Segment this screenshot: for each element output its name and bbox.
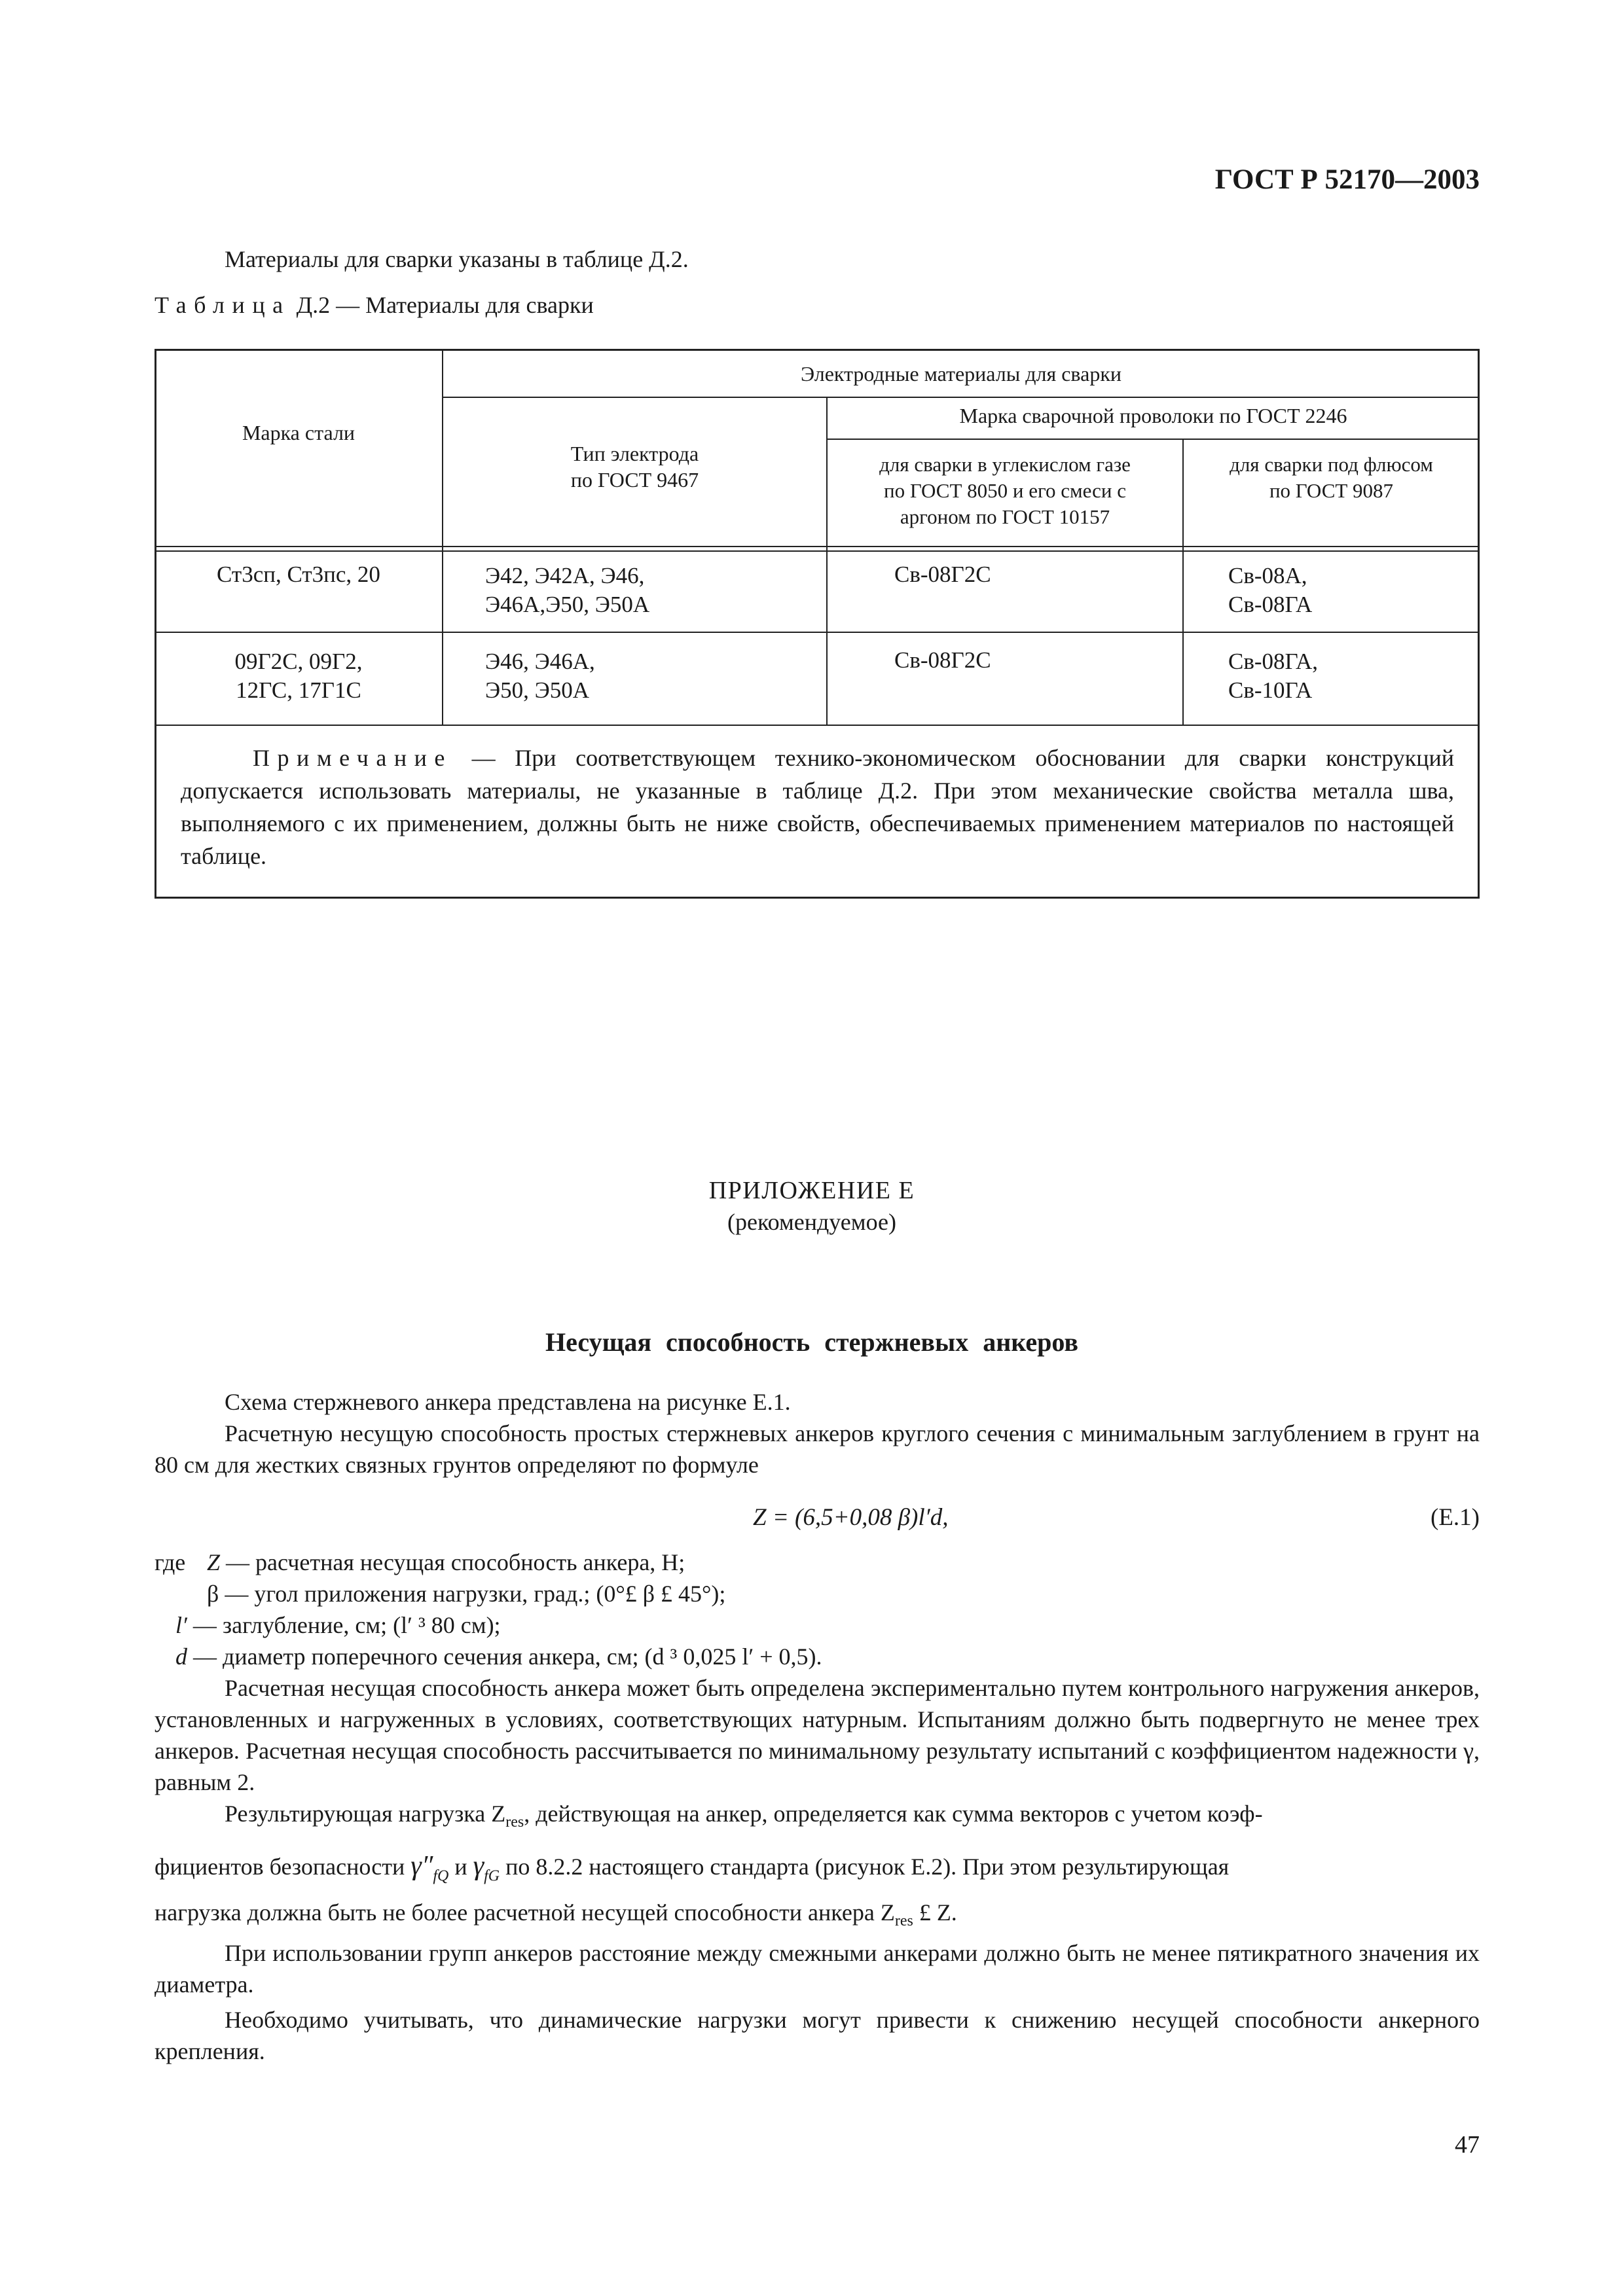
p4-d-end: £ Z. <box>913 1899 957 1926</box>
row1-flux-l1: Св-08А, <box>1228 563 1307 588</box>
table-note-word: Примечание <box>253 745 452 771</box>
p4-sub: res <box>505 1814 524 1831</box>
header-co2-l2: по ГОСТ 8050 и его смеси с <box>884 479 1126 502</box>
gamma-fq: $\gamma''_{fQ}$ <box>410 1851 449 1885</box>
page-number: 47 <box>1455 2131 1480 2159</box>
formula-number: (Е.1) <box>1431 1504 1480 1531</box>
where-item-1-text: — расчетная несущая способность анкера, Н; <box>226 1549 685 1575</box>
row1-steel: Ст3сп, Ст3пс, 20 <box>217 562 380 587</box>
where-item-2-sym: β <box>207 1581 219 1607</box>
paragraph-2: Расчетную несущую способность простых стержневых анкеров круглого сечения с минимальным заглублением в грунт на 80 см для жестких связных грунтов определяют по формуле <box>155 1420 1480 1478</box>
paragraph-3: Расчетная несущая способность анкера может быть определена экспериментально путем контрольного нагружения анкеров, установленных и нагруженных в условиях, соответствующих натурным. Испытаниям должно быть подвергнуто не менее трех анкеров. Расчетная несущая способность рассчитывается по минимальному результату испытаний с коэффициентом надежности γ, равным 2. <box>155 1675 1480 1795</box>
header-steel-grade: Марка стали <box>242 421 356 444</box>
p4-c2: по 8.2.2 настоящего стандарта (рисунок Е.2). При этом результирующая <box>505 1854 1230 1880</box>
row2-co2: Св-08Г2С <box>894 647 991 673</box>
header-co2-l3: аргоном по ГОСТ 10157 <box>900 505 1110 528</box>
where-item-4 <box>175 1641 822 1672</box>
where-item-2-text: — угол приложения нагрузки, град.; (0°£ β £ 45°); <box>225 1581 726 1607</box>
header-flux-l1: для сварки под флюсом <box>1230 453 1433 476</box>
section-title: Несущая способность стержневых анкеров <box>545 1327 1078 1357</box>
where-item-2 <box>207 1578 725 1609</box>
p4-and: и <box>454 1854 467 1880</box>
gamma-fg: $\gamma_{fG}$ <box>473 1851 500 1885</box>
row2-flux-l2: Св-10ГА <box>1228 677 1313 703</box>
row2-steel-l1: 09Г2С, 09Г2, <box>234 649 363 674</box>
header-flux <box>1183 452 1480 504</box>
paragraph-4-line-3 <box>155 1897 957 1937</box>
row1-electrode <box>485 562 826 619</box>
header-co2 <box>827 452 1183 530</box>
table-note-text: — При соответствующем технико-экономическом обосновании для сварки конструкций допускается использовать материалы, не указанные в таблице Д.2. При этом механические свойства металла шва, выполняемого с их применением, должны быть не ниже свойств, обеспечиваемых применением материалов по настоящей таблице. <box>181 745 1454 869</box>
paragraph-6: Необходимо учитывать, что динамические нагрузки могут привести к снижению несущей способности анкерного крепления. <box>155 2007 1480 2064</box>
row1-electrode-l2: Э46А,Э50, Э50А <box>485 592 650 617</box>
row1-flux <box>1228 562 1470 619</box>
table-caption-word: Таблица <box>155 292 291 318</box>
p4-b: , действующая на анкер, определяется как сумма векторов с учетом коэф- <box>524 1801 1263 1827</box>
table-caption <box>155 289 594 321</box>
row2-flux-l1: Св-08ГА, <box>1228 649 1318 674</box>
p4-c1: фициентов безопасности <box>155 1854 405 1880</box>
row2-steel-l2: 12ГС, 17Г1С <box>236 677 361 703</box>
intro-line: Материалы для сварки указаны в таблице Д.2. <box>225 246 689 272</box>
appendix-title: ПРИЛОЖЕНИЕ Е <box>708 1177 915 1204</box>
where-item-1 <box>207 1547 685 1578</box>
where-item-4-text: — диаметр поперечного сечения анкера, см; (d ³ 0,025 l′ + 0,5). <box>193 1643 822 1670</box>
row2-electrode-l1: Э46, Э46А, <box>485 649 595 674</box>
row2-electrode <box>485 647 826 705</box>
where-prefix: где <box>155 1549 186 1575</box>
where-item-3-text: — заглубление, см; (l′ ³ 80 см); <box>192 1612 501 1638</box>
header-wire-grade: Марка сварочной проволоки по ГОСТ 2246 <box>959 404 1347 427</box>
row2-steel <box>155 647 443 705</box>
appendix-subtitle: (рекомендуемое) <box>727 1209 896 1235</box>
header-co2-l1: для сварки в углекислом газе <box>879 453 1131 476</box>
paragraph-5: При использовании групп анкеров расстояние между смежными анкерами должно быть не менее пятикратного значения их диаметра. <box>155 1940 1480 1998</box>
p4-a: Результирующая нагрузка Z <box>225 1801 506 1827</box>
table-note <box>181 742 1454 872</box>
where-item-3-sym: l′ <box>175 1612 187 1638</box>
paragraph-1: Схема стержневого анкера представлена на рисунке Е.1. <box>225 1389 791 1415</box>
where-item-1-sym: Z <box>207 1549 221 1575</box>
header-electrode-type-l1: Тип электрода <box>570 442 699 465</box>
formula: Z = (6,5+0,08 β)l′d, <box>753 1504 949 1531</box>
materials-table <box>155 349 1480 899</box>
row1-electrode-l1: Э42, Э42А, Э46, <box>485 563 645 588</box>
where-item-4-sym: d <box>175 1643 187 1670</box>
row1-flux-l2: Св-08ГА <box>1228 592 1313 617</box>
standard-code: ГОСТ Р 52170—2003 <box>1214 164 1480 195</box>
header-flux-l2: по ГОСТ 9087 <box>1269 479 1394 502</box>
row2-flux <box>1228 647 1470 705</box>
header-electrode-type-l2: по ГОСТ 9467 <box>570 468 699 492</box>
p4-d-sub: res <box>894 1912 913 1930</box>
paragraph-4-line-1 <box>225 1798 1263 1838</box>
row1-co2: Св-08Г2С <box>894 562 991 587</box>
header-electrode-type <box>443 440 827 493</box>
header-electrode-materials: Электродные материалы для сварки <box>801 362 1122 386</box>
row2-electrode-l2: Э50, Э50А <box>485 677 589 703</box>
paragraph-4-line-2 <box>155 1850 1229 1892</box>
p4-d: нагрузка должна быть не более расчетной несущей способности анкера Z <box>155 1899 895 1926</box>
table-caption-text: Д.2 — Материалы для сварки <box>290 292 594 318</box>
where-item-3 <box>175 1609 501 1641</box>
